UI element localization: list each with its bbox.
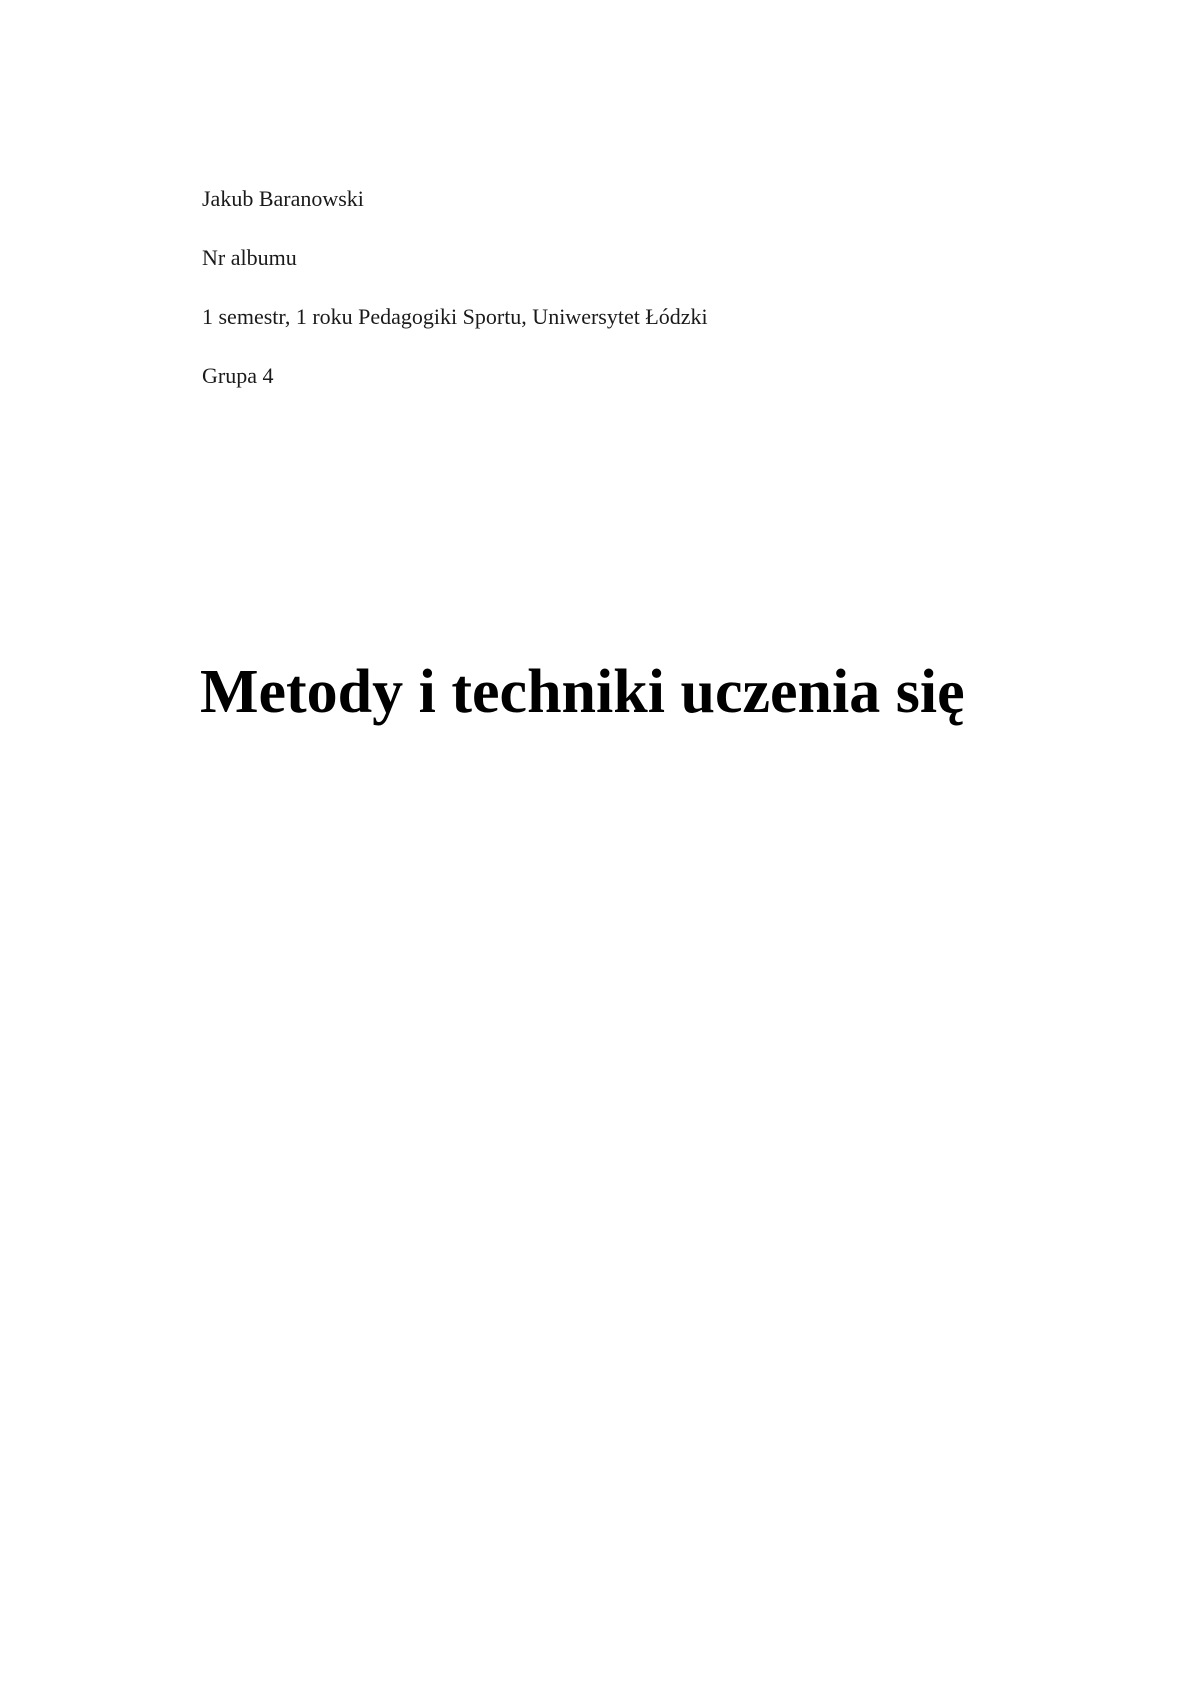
album-number-label: Nr albumu — [202, 245, 297, 270]
document-title: Metody i techniki uczenia się — [200, 658, 965, 726]
study-program: 1 semestr, 1 roku Pedagogiki Sportu, Uniwersytet Łódzki — [202, 304, 708, 329]
author-name: Jakub Baranowski — [202, 186, 364, 211]
group-label: Grupa 4 — [202, 363, 274, 388]
